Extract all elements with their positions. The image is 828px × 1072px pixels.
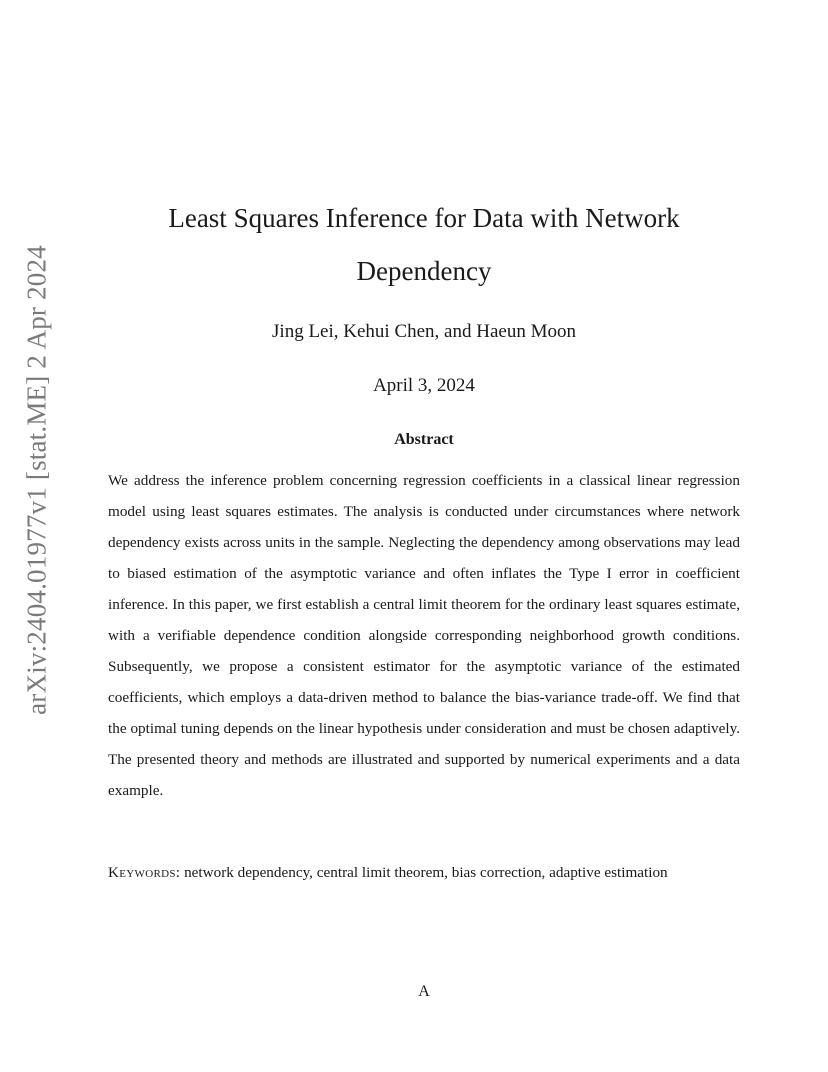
author-list: Jing Lei, Kehui Chen, and Haeun Moon: [272, 321, 576, 342]
publication-date: April 3, 2024: [373, 375, 475, 396]
keywords-text: network dependency, central limit theorem, bias correction, adaptive estimation: [184, 864, 668, 881]
abstract-heading: Abstract: [394, 431, 454, 448]
paper-title: Least Squares Inference for Data with Network Dependency: [168, 203, 680, 286]
arxiv-side-stamp: arXiv:2404.01977v1 [stat.ME] 2 Apr 2024: [21, 245, 52, 715]
keywords-line: [108, 857, 740, 888]
keywords-label: Keywords:: [108, 864, 181, 881]
abstract-text: We address the inference problem concerning regression coefficients in a classical linear regression model using least squares estimates. The analysis is conducted under circumstances where network dependency exists across units in the sample. Neglecting the dependency among observations may lead to biased estimation of the asymptotic variance and often inflates the Type I error in coefficient inference. In this paper, we first establish a central limit theorem for the ordinary least squares estimate, with a verifiable dependence condition alongside corresponding neighborhood growth conditions. Subsequently, we propose a consistent estimator for the asymptotic variance of the estimated coefficients, which employs a data-driven method to balance the bias-variance trade-off. We find that the optimal tuning depends on the linear hypothesis under consideration and must be chosen adaptively. The presented theory and methods are illustrated and supported by numerical experiments and a data example.: [108, 472, 740, 799]
page-marker: A: [418, 983, 430, 1000]
